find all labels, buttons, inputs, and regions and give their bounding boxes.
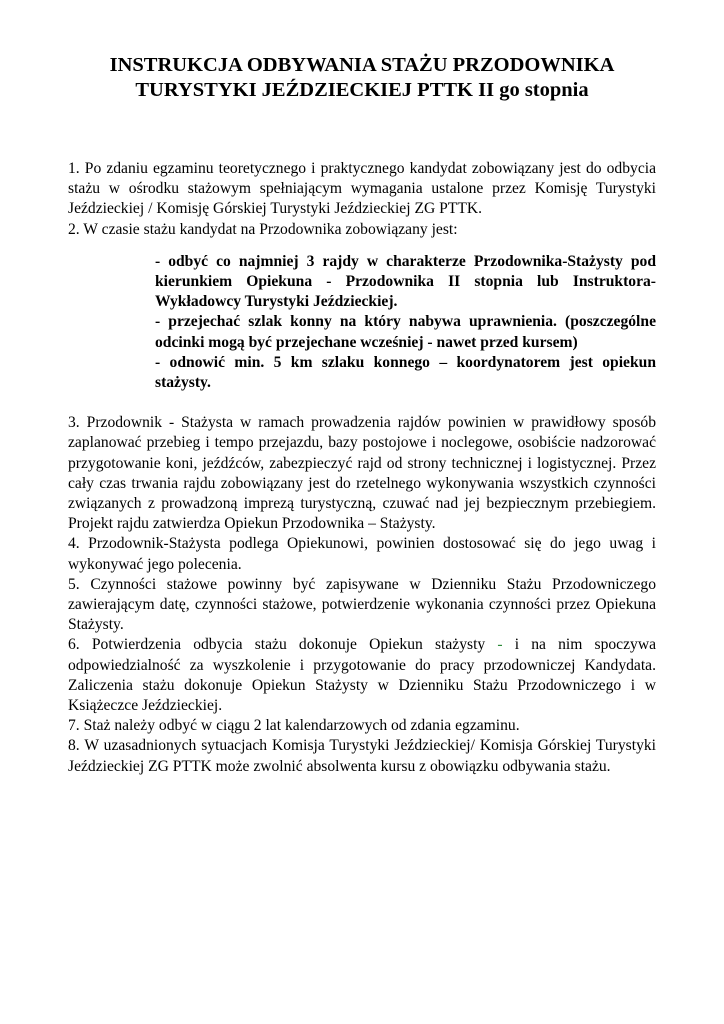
requirement-item: - odbyć co najmniej 3 rajdy w charakterze Przodownika-Stażysty pod kierunkiem Opiekuna - Przodownika II stopnia lub Instruktora-Wykładowcy Turystyki Jeździeckiej. (155, 252, 656, 311)
paragraph-1: 1. Po zdaniu egzaminu teoretycznego i praktycznego kandydat zobowiązany jest do odbycia stażu w ośrodku stażowym spełniającym wymagania ustalone przez Komisję Turystyki Jeździeckiej / Komisję Górskiej Turystyki Jeździeckiej ZG PTTK. (68, 160, 656, 218)
title-line-1: INSTRUKCJA ODBYWANIA STAŻU PRZODOWNIKA (109, 54, 615, 76)
title-line-2: TURYSTYKI JEŹDZIECKIEJ PTTK II go stopnia (135, 79, 589, 101)
requirement-item: - odnowić min. 5 km szlaku konnego – koordynatorem jest opiekun stażysty. (155, 353, 656, 392)
paragraph-6-dash: - (497, 636, 503, 654)
paragraph-2: 2. W czasie stażu kandydat na Przodownika zobowiązany jest: (68, 220, 458, 238)
paragraph-6 (68, 635, 656, 716)
paragraph-6-end: i na nim spoczywa odpowiedzialność za wyszkolenie i przygotowanie do pracy przodowniczej Kandydata. Zaliczenia stażu dokonuje Opiekun Stażysty w Dzienniku Stażu Przodowniczego i w Książeczce Jeździeckiej. (68, 636, 656, 715)
paragraph-6-start: 6. Potwierdzenia odbycia stażu dokonuje Opiekun stażysty (68, 636, 498, 654)
document-body (68, 159, 656, 777)
paragraph-8: 8. W uzasadnionych sytuacjach Komisja Turystyki Jeździeckiej/ Komisja Górskiej Turystyki Jeździeckiej ZG PTTK może zwolnić absolwenta kursu z obowiązku odbywania stażu. (68, 737, 656, 775)
paragraph-7: 7. Staż należy odbyć w ciągu 2 lat kalendarzowych od zdania egzaminu. (68, 717, 520, 735)
paragraph-5: 5. Czynności stażowe powinny być zapisywane w Dzienniku Stażu Przodowniczego zawierającym datę, czynności stażowe, potwierdzenie wykonania czynności przez Opiekuna Stażysty. (68, 575, 656, 634)
paragraph-3: 3. Przodownik - Stażysta w ramach prowadzenia rajdów powinien w prawidłowy sposób zaplanować przebieg i tempo przejazdu, bazy postojowe i noclegowe, osobiście nadzorować przygotowanie koni, jeźdźców, zabezpieczyć rajd od strony technicznej i logistycznej. Przez cały czas trwania rajdu zobowiązany jest do rzetelnego wykonywania wszystkich czynności związanych z prowadzoną imprezą turystyczną, czuwać nad jej bezpiecznym przebiegiem. Projekt rajdu zatwierdza Opiekun Przodownika – Stażysty. (68, 414, 656, 533)
document-title (60, 53, 664, 103)
requirement-item: - przejechać szlak konny na który nabywa uprawnienia. (poszczególne odcinki mogą być przejechane wcześniej - nawet przed kursem) (155, 313, 656, 351)
paragraph-4: 4. Przodownik-Stażysta podlega Opiekunowi, powinien dostosować się do jego uwag i wykonywać jego polecenia. (68, 535, 656, 573)
requirements-list (155, 252, 656, 393)
